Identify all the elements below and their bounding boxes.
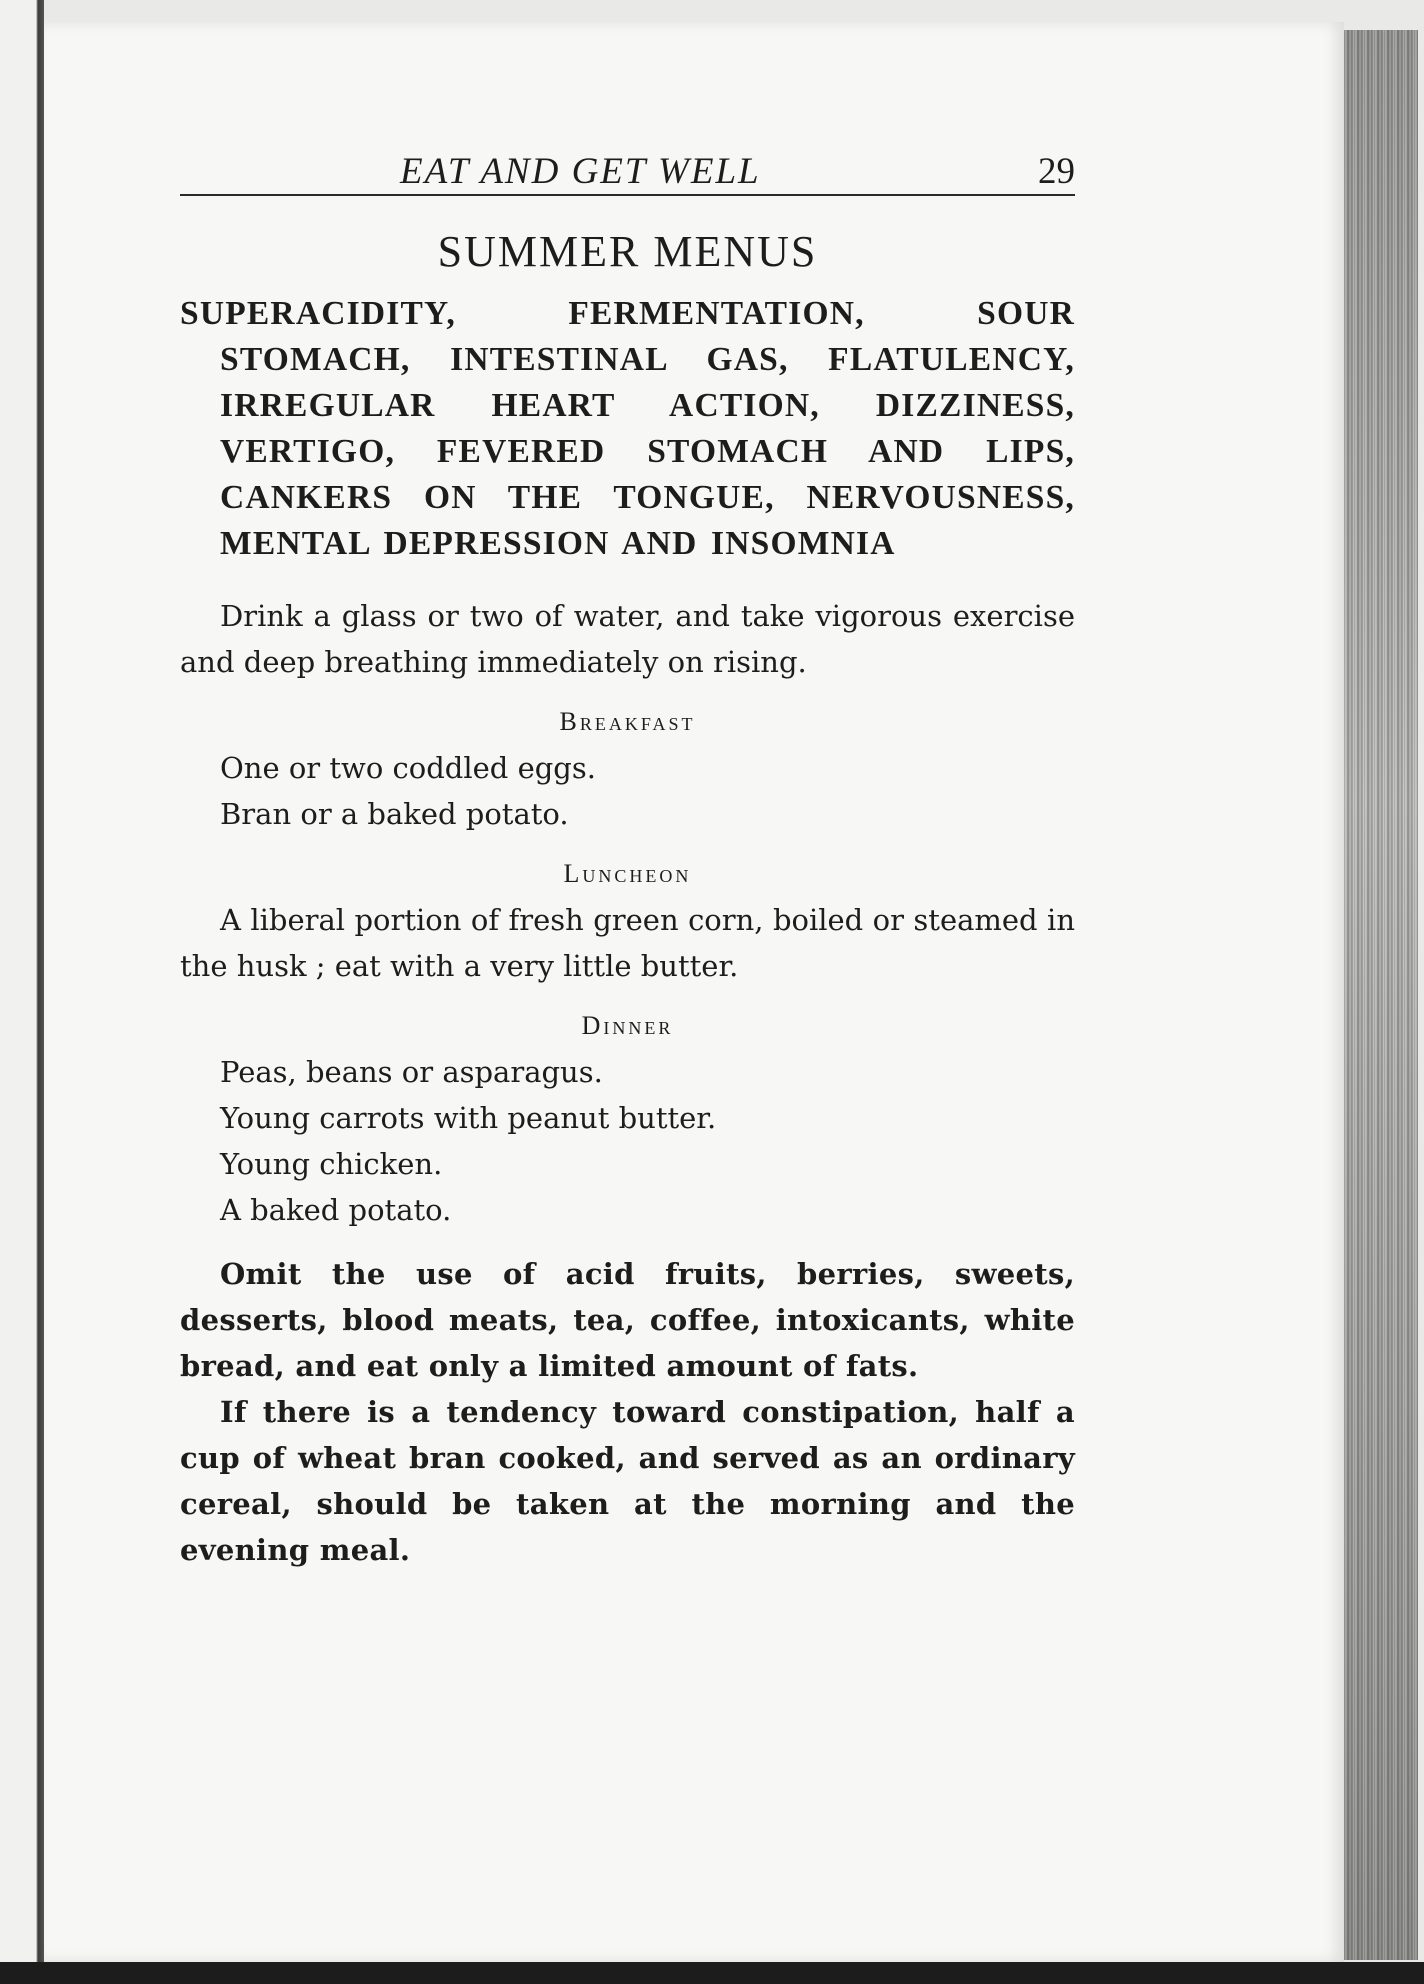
dinner-heading: Dinner xyxy=(581,1011,674,1040)
spacer xyxy=(180,1233,1075,1251)
note-paragraph: Omit the use of acid fruits, berries, sweets, desserts, blood meats, tea, coffee, intoxicants, white bread, and eat only a limited amount of fats. xyxy=(180,1257,1075,1383)
breakfast-item: One or two coddled eggs. xyxy=(220,751,596,785)
luncheon-paragraph: A liberal portion of fresh green corn, boiled or steamed in the husk ; eat with a very little butter. xyxy=(180,903,1075,983)
page-content xyxy=(180,150,1075,1573)
breakfast-item: Bran or a baked potato. xyxy=(220,797,569,831)
note-paragraph: If there is a tendency toward constipation, half a cup of wheat bran cooked, and served as an ordinary cereal, should be taken at the morning and the evening meal. xyxy=(180,1395,1075,1567)
luncheon-heading: Luncheon xyxy=(563,859,692,888)
dinner-item: Young carrots with peanut butter. xyxy=(220,1101,717,1135)
page-number: 29 xyxy=(1038,151,1075,192)
conditions-heading: SUPERACIDITY, FERMENTATION, SOUR STOMACH, INTESTINAL GAS, FLATULENCY, IRREGULAR HEART ACTION, DIZZINESS, VERTIGO, FEVERED STOMACH AND LIPS, CANKERS ON THE TONGUE, NERVOUSNESS, MENTAL DEPRESSION AND INSOMNIA xyxy=(180,295,1075,562)
previous-page-edge xyxy=(0,0,44,1984)
section-title: SUMMER MENUS xyxy=(437,227,818,276)
breakfast-heading: Breakfast xyxy=(559,707,696,736)
dinner-item: Peas, beans or asparagus. xyxy=(220,1055,603,1089)
intro-paragraph: Drink a glass or two of water, and take vigorous exercise and deep breathing immediately on rising. xyxy=(180,599,1075,679)
scan-bottom-border xyxy=(0,1962,1424,1984)
running-head xyxy=(180,150,1075,196)
page-stack-edge xyxy=(1344,30,1418,1960)
running-title: EAT AND GET WELL xyxy=(400,151,761,192)
dinner-item: A baked potato. xyxy=(220,1193,452,1227)
dinner-item: Young chicken. xyxy=(220,1147,443,1181)
